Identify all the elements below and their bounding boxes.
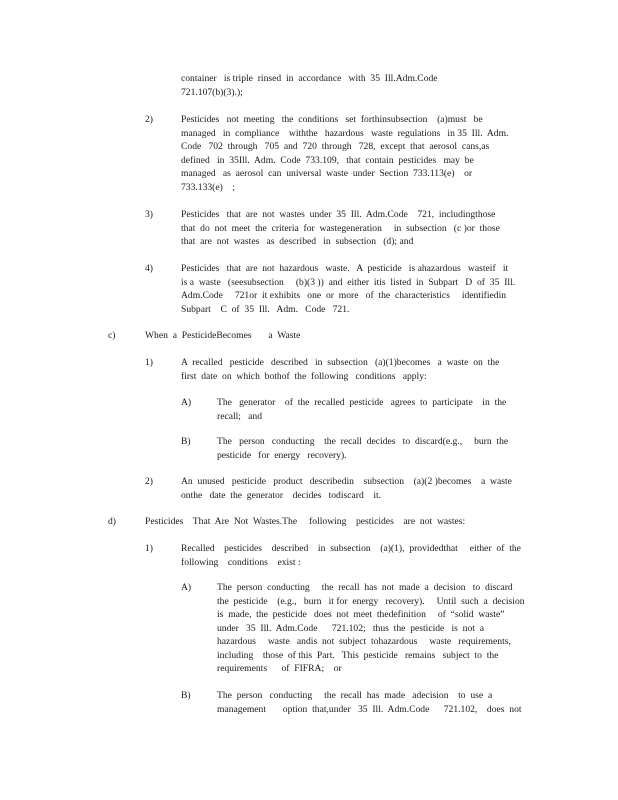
- text-line-b2-4: managed as aerosol can universal waste under Section 733.113(e) or: [181, 168, 473, 179]
- item-number-b4: 4): [145, 263, 153, 274]
- text-line-b2-0: Pesticides not meeting the conditions set forthinsubsection (a)must be: [181, 114, 483, 125]
- text-line-c-0: When a PesticideBecomes a Waste: [145, 330, 301, 341]
- text-line-d1A-4: hazardous waste andis not subject tohazardous waste requirements,: [217, 636, 511, 647]
- text-line-c1A-0: The generator of the recalled pesticide agrees to participate in the: [217, 397, 507, 408]
- item-number-c1: 1): [145, 357, 153, 368]
- item-number-b2: 2): [145, 114, 153, 125]
- item-number-c: c): [108, 330, 116, 341]
- text-line-b3-2: that are not wastes as described in subsection (d); and: [181, 236, 414, 247]
- text-line-c1-1: first date on which bothof the following conditions apply:: [181, 370, 427, 382]
- text-line-c1-0: A recalled pesticide described in subsection (a)(1)becomes a waste on the: [181, 357, 500, 368]
- text-line-b3-0: Pesticides that are not wastes under 35 Ill. Adm.Code 721, includingthose: [181, 209, 496, 220]
- text-line-cont-1: 721.107(b)(3).);: [181, 86, 243, 98]
- text-line-d1A-3: under 35 Ill. Adm.Code 721.102; thus the pesticide is not a: [217, 622, 484, 634]
- text-line-d1A-5: including those of this Part. This pesticide remains subject to the: [217, 649, 499, 661]
- text-line-b3-1: that do not meet the criteria for wastegeneration in subsection (c )or those: [181, 222, 500, 234]
- text-line-d1A-6: requirements of FIFRA; or: [217, 663, 342, 674]
- text-line-c1A-1: recall; and: [217, 410, 263, 422]
- item-number-d1: 1): [145, 543, 153, 554]
- text-line-b2-1: managed in compliance withthe hazardous waste regulations in 35 Ill. Adm.: [181, 127, 509, 139]
- text-line-c1B-1: pesticide for energy recovery).: [217, 449, 347, 461]
- text-line-d-0: Pesticides That Are Not Wastes.The following pesticides are not wastes:: [145, 516, 466, 527]
- text-line-d1A-1: the pesticide (e.g., burn it for energy recovery). Until such a decision: [217, 595, 525, 607]
- text-line-d1A-0: The person conducting the recall has not made a decision to discard: [217, 582, 513, 593]
- text-line-c2-1: onthe date the generator decides todiscard it.: [181, 489, 382, 501]
- text-line-b2-2: Code 702 through 705 and 720 through 728, except that aerosol cans,as: [181, 141, 490, 152]
- text-line-b2-3: defined in 35Ill. Adm. Code 733.109, that contain pesticides may be: [181, 154, 474, 166]
- text-line-c1B-0: The person conducting the recall decides to discard(e.g., burn the: [217, 436, 509, 447]
- text-line-b4-1: is a waste (seesubsection (b)(3 )) and either itis listed in Subpart D of 35 Ill.: [181, 276, 516, 288]
- text-line-cont-0: container is triple rinsed in accordance with 35 Ill.Adm.Code: [181, 73, 438, 84]
- item-number-b3: 3): [145, 209, 153, 220]
- item-number-c1A: A): [181, 397, 192, 408]
- text-line-c2-0: An unused pesticide product describedin subsection (a)(2 )becomes a waste: [181, 476, 512, 487]
- text-line-b4-3: Subpart C of 35 Ill. Adm. Code 721.: [181, 303, 350, 315]
- text-line-b4-2: Adm.Code 721or it exhibits one or more of the characteristics identifiedin: [181, 290, 507, 301]
- item-number-d1B: B): [181, 690, 191, 701]
- item-number-d1A: A): [181, 582, 192, 593]
- text-line-b2-5: 733.133(e) ;: [181, 181, 236, 193]
- item-number-d: d): [108, 516, 116, 527]
- text-line-b4-0: Pesticides that are not hazardous waste. A pesticide is ahazardous wasteif it: [181, 263, 509, 274]
- text-line-d1-0: Recalled pesticides described in subsection (a)(1), providedthat either of the: [181, 543, 521, 554]
- item-number-c1B: B): [181, 436, 191, 447]
- text-line-d1-1: following conditions exist :: [181, 556, 301, 568]
- item-number-c2: 2): [145, 476, 153, 487]
- text-line-d1B-0: The person conducting the recall has made adecision to use a: [217, 690, 493, 701]
- text-line-d1B-1: management option that,under 35 Ill. Adm.Code 721.102, does not: [217, 703, 522, 715]
- text-line-d1A-2: is made, the pesticide does not meet thedefinition of “solid waste”: [217, 609, 505, 620]
